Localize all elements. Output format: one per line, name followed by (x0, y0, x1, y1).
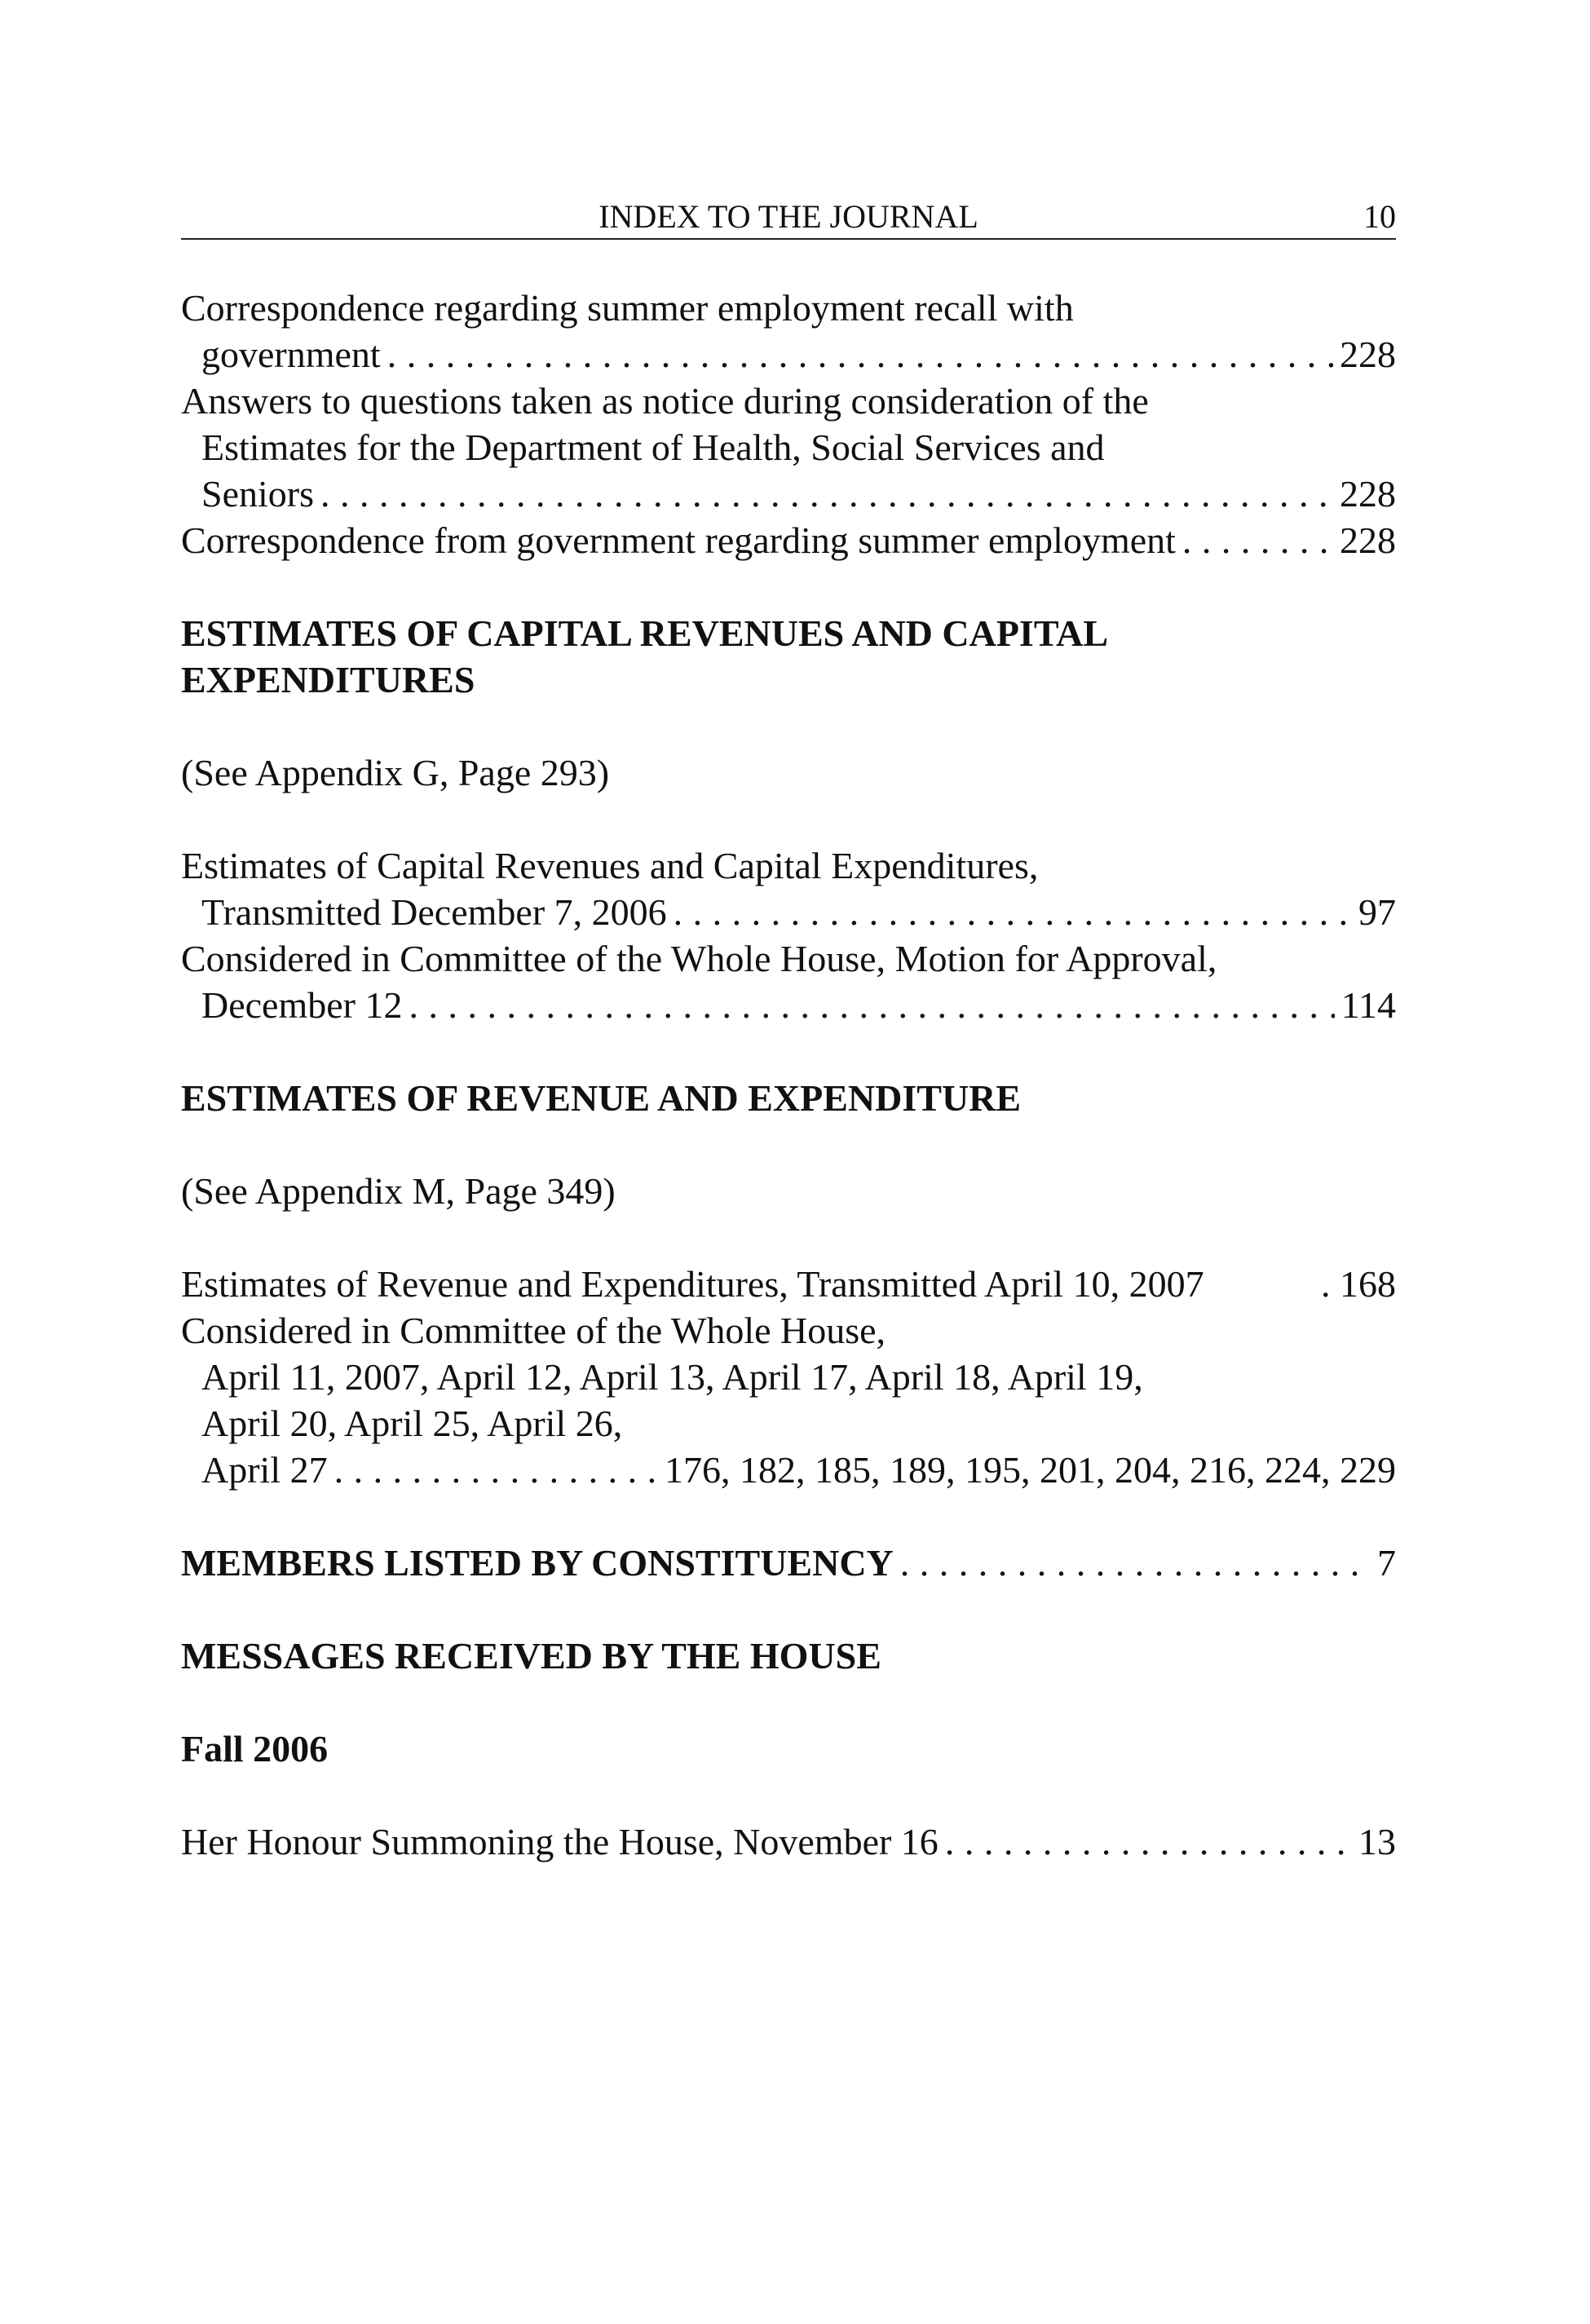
entry-page-ref: 114 (1340, 984, 1396, 1026)
page-number: 10 (1363, 198, 1396, 235)
dot-leader (334, 1447, 658, 1493)
index-entry (181, 285, 1396, 378)
section-heading: MEMBERS LISTED BY CONSTITUENCY . . . 7 (181, 1540, 1396, 1586)
index-entry (181, 517, 1396, 563)
entry-text: Estimates for the Department of Health, Social Services and (201, 426, 1105, 468)
entry-text: April 20, April 25, April 26, (201, 1403, 623, 1444)
entry-page-ref: 7 (1377, 1542, 1396, 1584)
section-heading: ESTIMATES OF CAPITAL REVENUES AND CAPITAL EXPENDITURES (181, 612, 1108, 700)
entry-text: April 27 (201, 1449, 328, 1491)
index-page (181, 196, 1396, 1865)
entry-page-ref: 176, 182, 185, 189, 195, 201, 204, 216, 224, 229 (665, 1449, 1396, 1491)
see-reference: (See Appendix M, Page 349) (181, 1170, 616, 1212)
entry-text: Considered in Committee of the Whole House, (181, 1310, 886, 1351)
entry-page-ref: 228 (1340, 334, 1396, 375)
entry-text: government (201, 334, 381, 375)
entry-page-ref: . 168 (1321, 1263, 1396, 1305)
entry-text: Considered in Committee of the Whole House, Motion for Approval, (181, 938, 1217, 979)
running-header-title: INDEX TO THE JOURNAL (598, 198, 978, 235)
entry-text: Seniors (201, 473, 314, 515)
section-heading: ESTIMATES OF REVENUE AND EXPENDITURE (181, 1077, 1022, 1119)
dot-leader (945, 1818, 1352, 1865)
dot-leader (900, 1540, 1371, 1586)
dot-leader (387, 331, 1333, 378)
running-header (181, 196, 1396, 240)
entry-text: December 12 (201, 984, 403, 1026)
index-entry (181, 378, 1396, 517)
entry-text: Answers to questions taken as notice during consideration of the (181, 380, 1149, 422)
dot-leader (409, 982, 1335, 1028)
entry-page-ref: 228 (1340, 519, 1396, 561)
see-reference: (See Appendix G, Page 293) (181, 752, 610, 793)
entry-text: April 11, 2007, April 12, April 13, April 17, April 18, April 19, (201, 1356, 1143, 1398)
index-entry (181, 1261, 1396, 1307)
index-entries (181, 285, 1396, 1865)
subsection-heading: Fall 2006 (181, 1728, 329, 1770)
dot-leader (320, 471, 1333, 517)
entry-page-ref: 97 (1358, 891, 1396, 933)
entry-text: Her Honour Summoning the House, November 16 (181, 1821, 939, 1862)
dot-leader (1182, 517, 1333, 563)
index-entry (181, 935, 1396, 1028)
entry-text: Correspondence from government regarding summer employment (181, 519, 1176, 561)
section-heading: MESSAGES RECEIVED BY THE HOUSE (181, 1635, 881, 1677)
index-entry (181, 842, 1396, 935)
entry-page-ref: 228 (1340, 473, 1396, 515)
dot-leader (674, 889, 1352, 935)
entry-text: Correspondence regarding summer employment recall with (181, 287, 1074, 329)
entry-text: Estimates of Capital Revenues and Capital Expenditures, (181, 845, 1039, 886)
index-entry (181, 1307, 1396, 1493)
entry-text: Transmitted December 7, 2006 (201, 891, 667, 933)
entry-page-ref: 13 (1358, 1821, 1396, 1862)
entry-text: Estimates of Revenue and Expenditures, Transmitted April 10, 2007 (181, 1263, 1204, 1305)
index-entry (181, 1818, 1396, 1865)
